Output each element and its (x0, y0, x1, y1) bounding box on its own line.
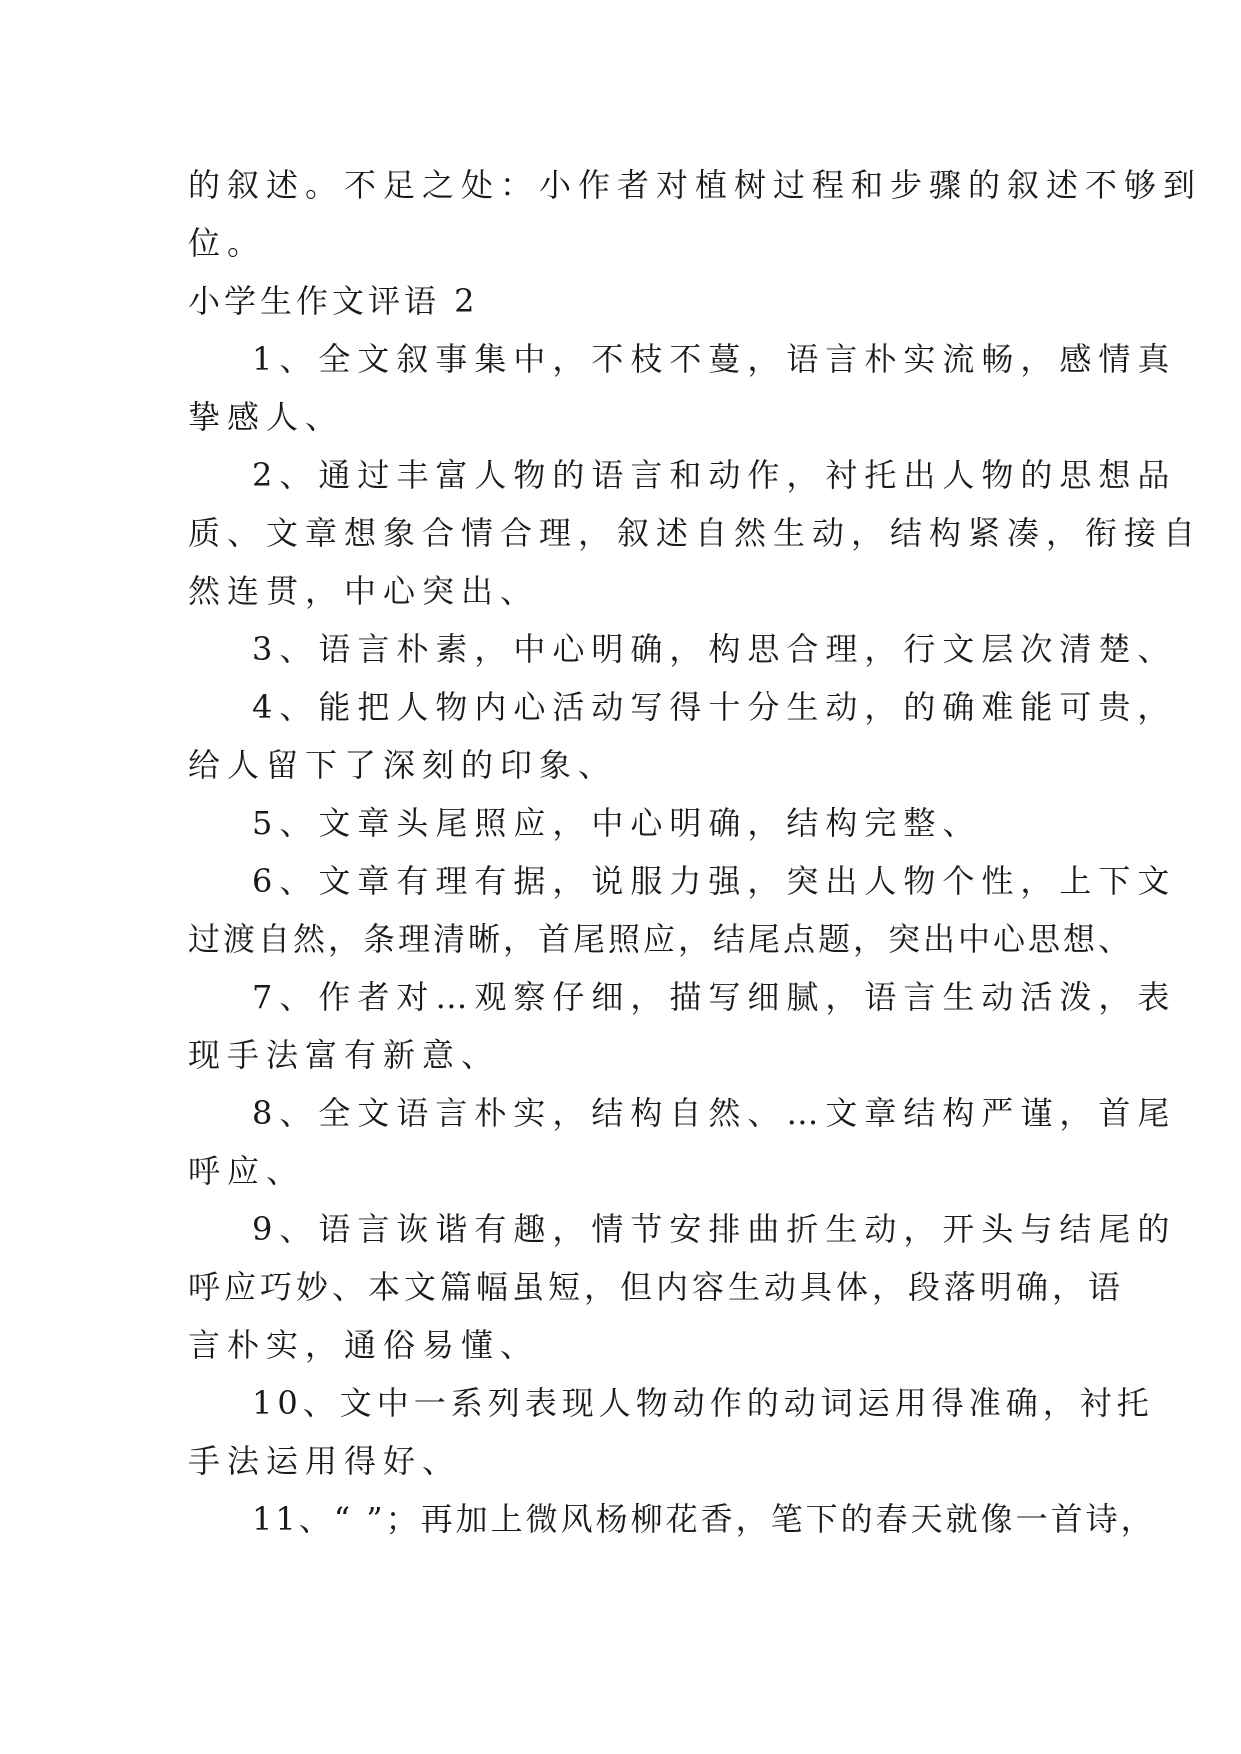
comment-line: 质、文章想象合情合理，叙述自然生动，结构紧凑，衔接自 (188, 514, 1203, 552)
comment-line: 2、通过丰富人物的语言和动作，衬托出人物的思想品 (252, 456, 1177, 494)
comment-line: 挚感人、 (188, 398, 345, 436)
comment-line: 5、文章头尾照应，中心明确，结构完整、 (252, 804, 982, 842)
comment-item-8 (188, 1084, 1177, 1200)
comment-item-2 (188, 446, 1203, 620)
comment-item-11 (188, 1490, 1156, 1548)
comment-item-5 (188, 794, 1048, 852)
comment-line: 1、全文叙事集中，不枝不蔓，语言朴实流畅，感情真 (252, 340, 1177, 378)
comment-line: 10、文中一系列表现人物动作的动词运用得准确，衬托 (252, 1384, 1154, 1422)
comment-line: 现手法富有新意、 (188, 1036, 501, 1074)
comment-line: 手法运用得好、 (188, 1442, 462, 1480)
comment-line: 过渡自然，条理清晰，首尾照应，结尾点题，突出中心思想、 (188, 920, 1134, 958)
comment-line: 给人留下了深刻的印象、 (188, 746, 618, 784)
comment-line: 6、文章有理有据，说服力强，突出人物个性，上下文 (252, 862, 1177, 900)
comment-item-4 (188, 678, 1177, 794)
comment-line: 4、能把人物内心活动写得十分生动，的确难能可贵， (252, 688, 1177, 726)
comment-item-10 (188, 1374, 1154, 1490)
comment-line: 7、作者对…观察仔细，描写细腻，语言生动活泼，表 (252, 978, 1177, 1016)
document-body (188, 156, 1203, 1548)
intro-line-1: 的叙述。不足之处：小作者对植树过程和步骤的叙述不够到 (188, 166, 1203, 204)
comment-line: 言朴实，通俗易懂、 (188, 1326, 540, 1364)
comment-line: 呼应、 (188, 1152, 306, 1190)
comment-item-6 (188, 852, 1177, 968)
comment-line: 然连贯，中心突出、 (188, 572, 540, 610)
comment-line: 8、全文语言朴实，结构自然、…文章结构严谨，首尾 (252, 1094, 1177, 1132)
comment-item-1 (188, 330, 1177, 446)
comment-line: 11、“ ”；再加上微风杨柳花香，笔下的春天就像一首诗， (252, 1500, 1156, 1538)
section-title: 小学生作文评语 2 (188, 282, 479, 320)
comment-item-9 (188, 1200, 1177, 1374)
comment-item-7 (188, 968, 1177, 1084)
intro-line-2: 位。 (188, 224, 267, 262)
comment-item-3 (188, 620, 1177, 678)
comment-line: 3、语言朴素，中心明确，构思合理，行文层次清楚、 (252, 630, 1177, 668)
comment-line: 呼应巧妙、本文篇幅虽短，但内容生动具体，段落明确，语 (188, 1268, 1125, 1306)
comment-line: 9、语言诙谐有趣，情节安排曲折生动，开头与结尾的 (252, 1210, 1177, 1248)
